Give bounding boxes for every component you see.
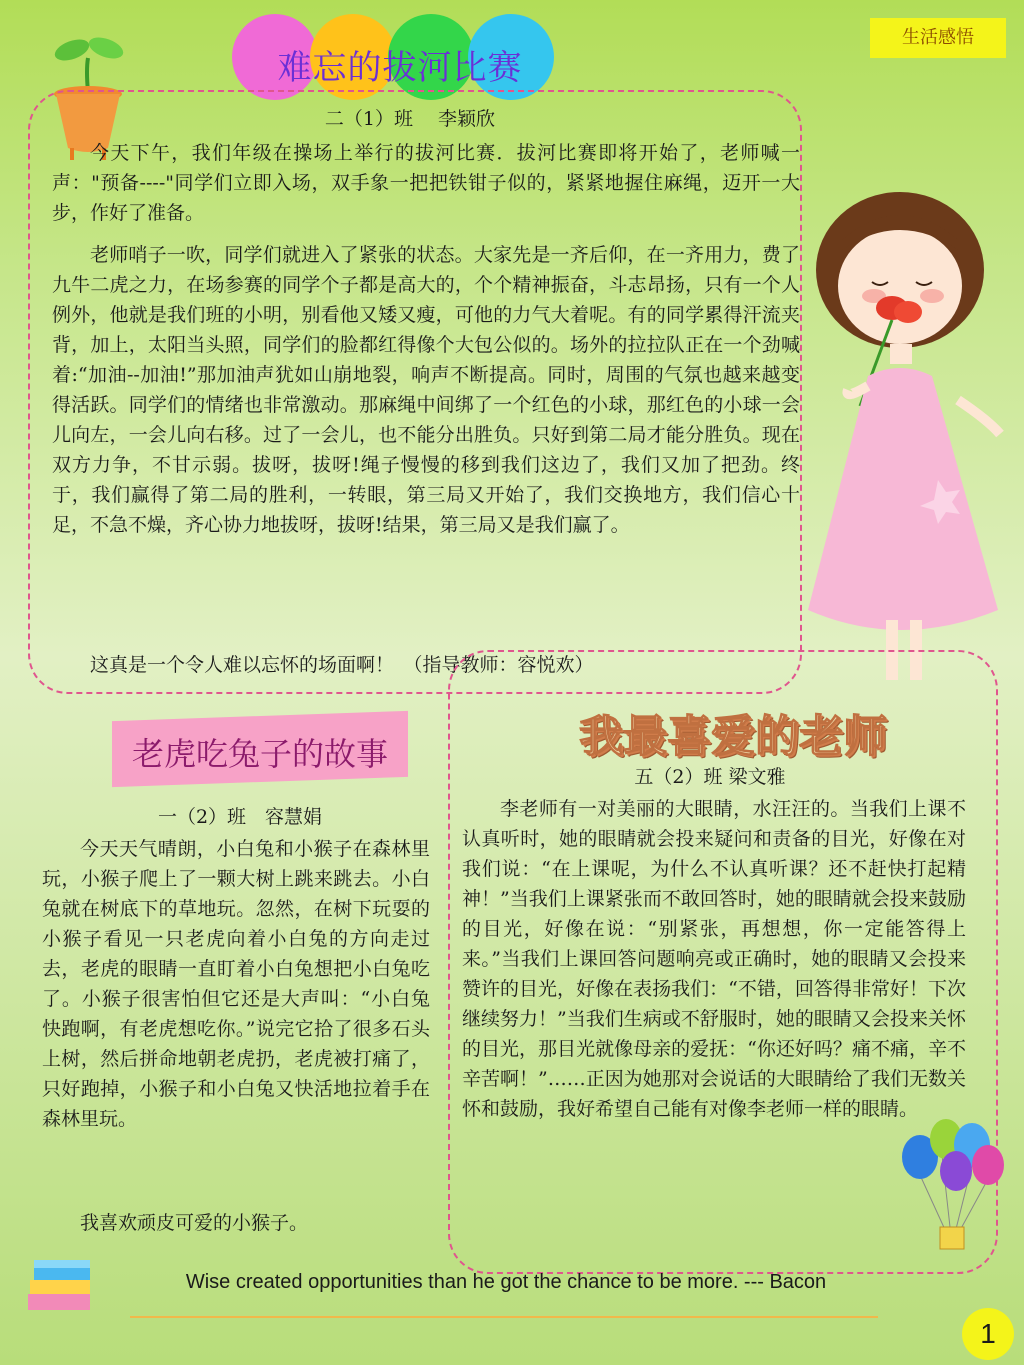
- article2-title: 老虎吃兔子的故事: [131, 735, 388, 773]
- article2-paragraph-1: 今天天气晴朗，小白兔和小猴子在森林里玩，小猴子爬上了一颗大树上跳来跳去。小白兔就在树底下的草地玩。忽然，在树下玩耍的小猴子看见一只老虎向着小白兔的方向走过去，老虎的眼睛一直盯着小白兔想把小白兔吃了。小猴子很害怕但它还是大声叫：“小白兔快跑啊，有老虎想吃你。”说完它拾了很多石头上树，然后拼命地朝老虎扔，老虎被打痛了，只好跑掉，小猴子和小白兔又快活地拉着手在森林里玩。: [42, 838, 430, 1130]
- article2-author: 一（2）班 容慧娟: [157, 806, 323, 828]
- article1-paragraph-3: 这真是一个令人难以忘怀的场面啊！ （指导教师：容悦欢）: [90, 654, 594, 676]
- article3-author: 五（2）班 梁文雅: [634, 766, 786, 788]
- girl-with-flower-illustration: [808, 180, 1014, 690]
- footer-quote: Wise created opportunities than he got the chance to be more. --- Bacon: [185, 1271, 827, 1293]
- books-icon: [24, 1258, 98, 1316]
- footer-divider: [130, 1316, 878, 1318]
- article3-paragraph-1: 李老师有一对美丽的大眼睛，水汪汪的。当我们上课不认真听时，她的眼睛就会投来疑问和责备的目光，好像在对我们说：“在上课呢，为什么不认真听课？还不赶快打起精神！”当我们上课紧张而不敢回答时，她的眼睛就会投来鼓励的目光，好像在说：“别紧张，再想想，你一定能答得上来。”当我们上课回答问题响亮或正确时，她的眼睛又会投来赞许的目光，好像在表扬我们：“不错，回答得非常好！下次继续努力！”当我们生病或不舒服时，她的眼睛又会投来关怀的目光，那目光就像母亲的爱抚：“你还好吗？痛不痛，辛不辛苦啊！”……正因为她那对会说话的大眼睛给了我们无数关怀和鼓励，我好希望自己能有对像李老师一样的眼睛。: [462, 798, 966, 1120]
- article1-paragraph-2: 老师哨子一吹，同学们就进入了紧张的状态。大家先是一齐后仰，在一齐用力，费了九牛二虎之力，在场参赛的同学个子都是高大的，个个精神振奋，斗志昂扬，只有一个人例外，他就是我们班的小明，别看他又矮又瘦，可他的力气大着呢。有的同学累得汗流夹背，加上，太阳当头照，同学们的脸都红得像个大包公似的。场外的拉拉队正在一个劲喊着:“加油--加油!”那加油声犹如山崩地裂，响声不断提高。同时，周围的气氛也越来越变得活跃。同学们的情绪也非常激动。那麻绳中间绑了一个红色的小球，那红色的小球一会儿向左，一会儿向右移。过了一会儿，也不能分出胜负。只好到第二局才能分胜负。现在双方力争，不甘示弱。拔呀，拔呀!绳子慢慢的移到我们这边了，我们又加了把劲。终于，我们赢得了第二局的胜利，一转眼，第三局又开始了，我们交换地方，我们信心十足，不急不燥，齐心协力地拔呀，拔呀!结果，第三局又是我们赢了。: [52, 244, 800, 536]
- section-tag: 生活感悟: [870, 18, 1006, 58]
- page-number: 1: [962, 1308, 1014, 1360]
- article3-title: 我最喜爱的老师: [579, 711, 887, 762]
- article1-paragraph-1: 今天下午，我们年级在操场上举行的拔河比赛．拔河比赛即将开始了，老师喊一声："预备----"同学们立即入场，双手象一把把铁钳子似的，紧紧地握住麻绳，迈开一大步，作好了准备。: [52, 142, 800, 224]
- article1-title: 难忘的拔河比赛: [277, 48, 523, 88]
- balloons-illustration: [892, 1115, 1012, 1255]
- article1-author: 二（1）班 李颖欣: [324, 108, 496, 130]
- article2-paragraph-2: 我喜欢顽皮可爱的小猴子。: [80, 1212, 309, 1234]
